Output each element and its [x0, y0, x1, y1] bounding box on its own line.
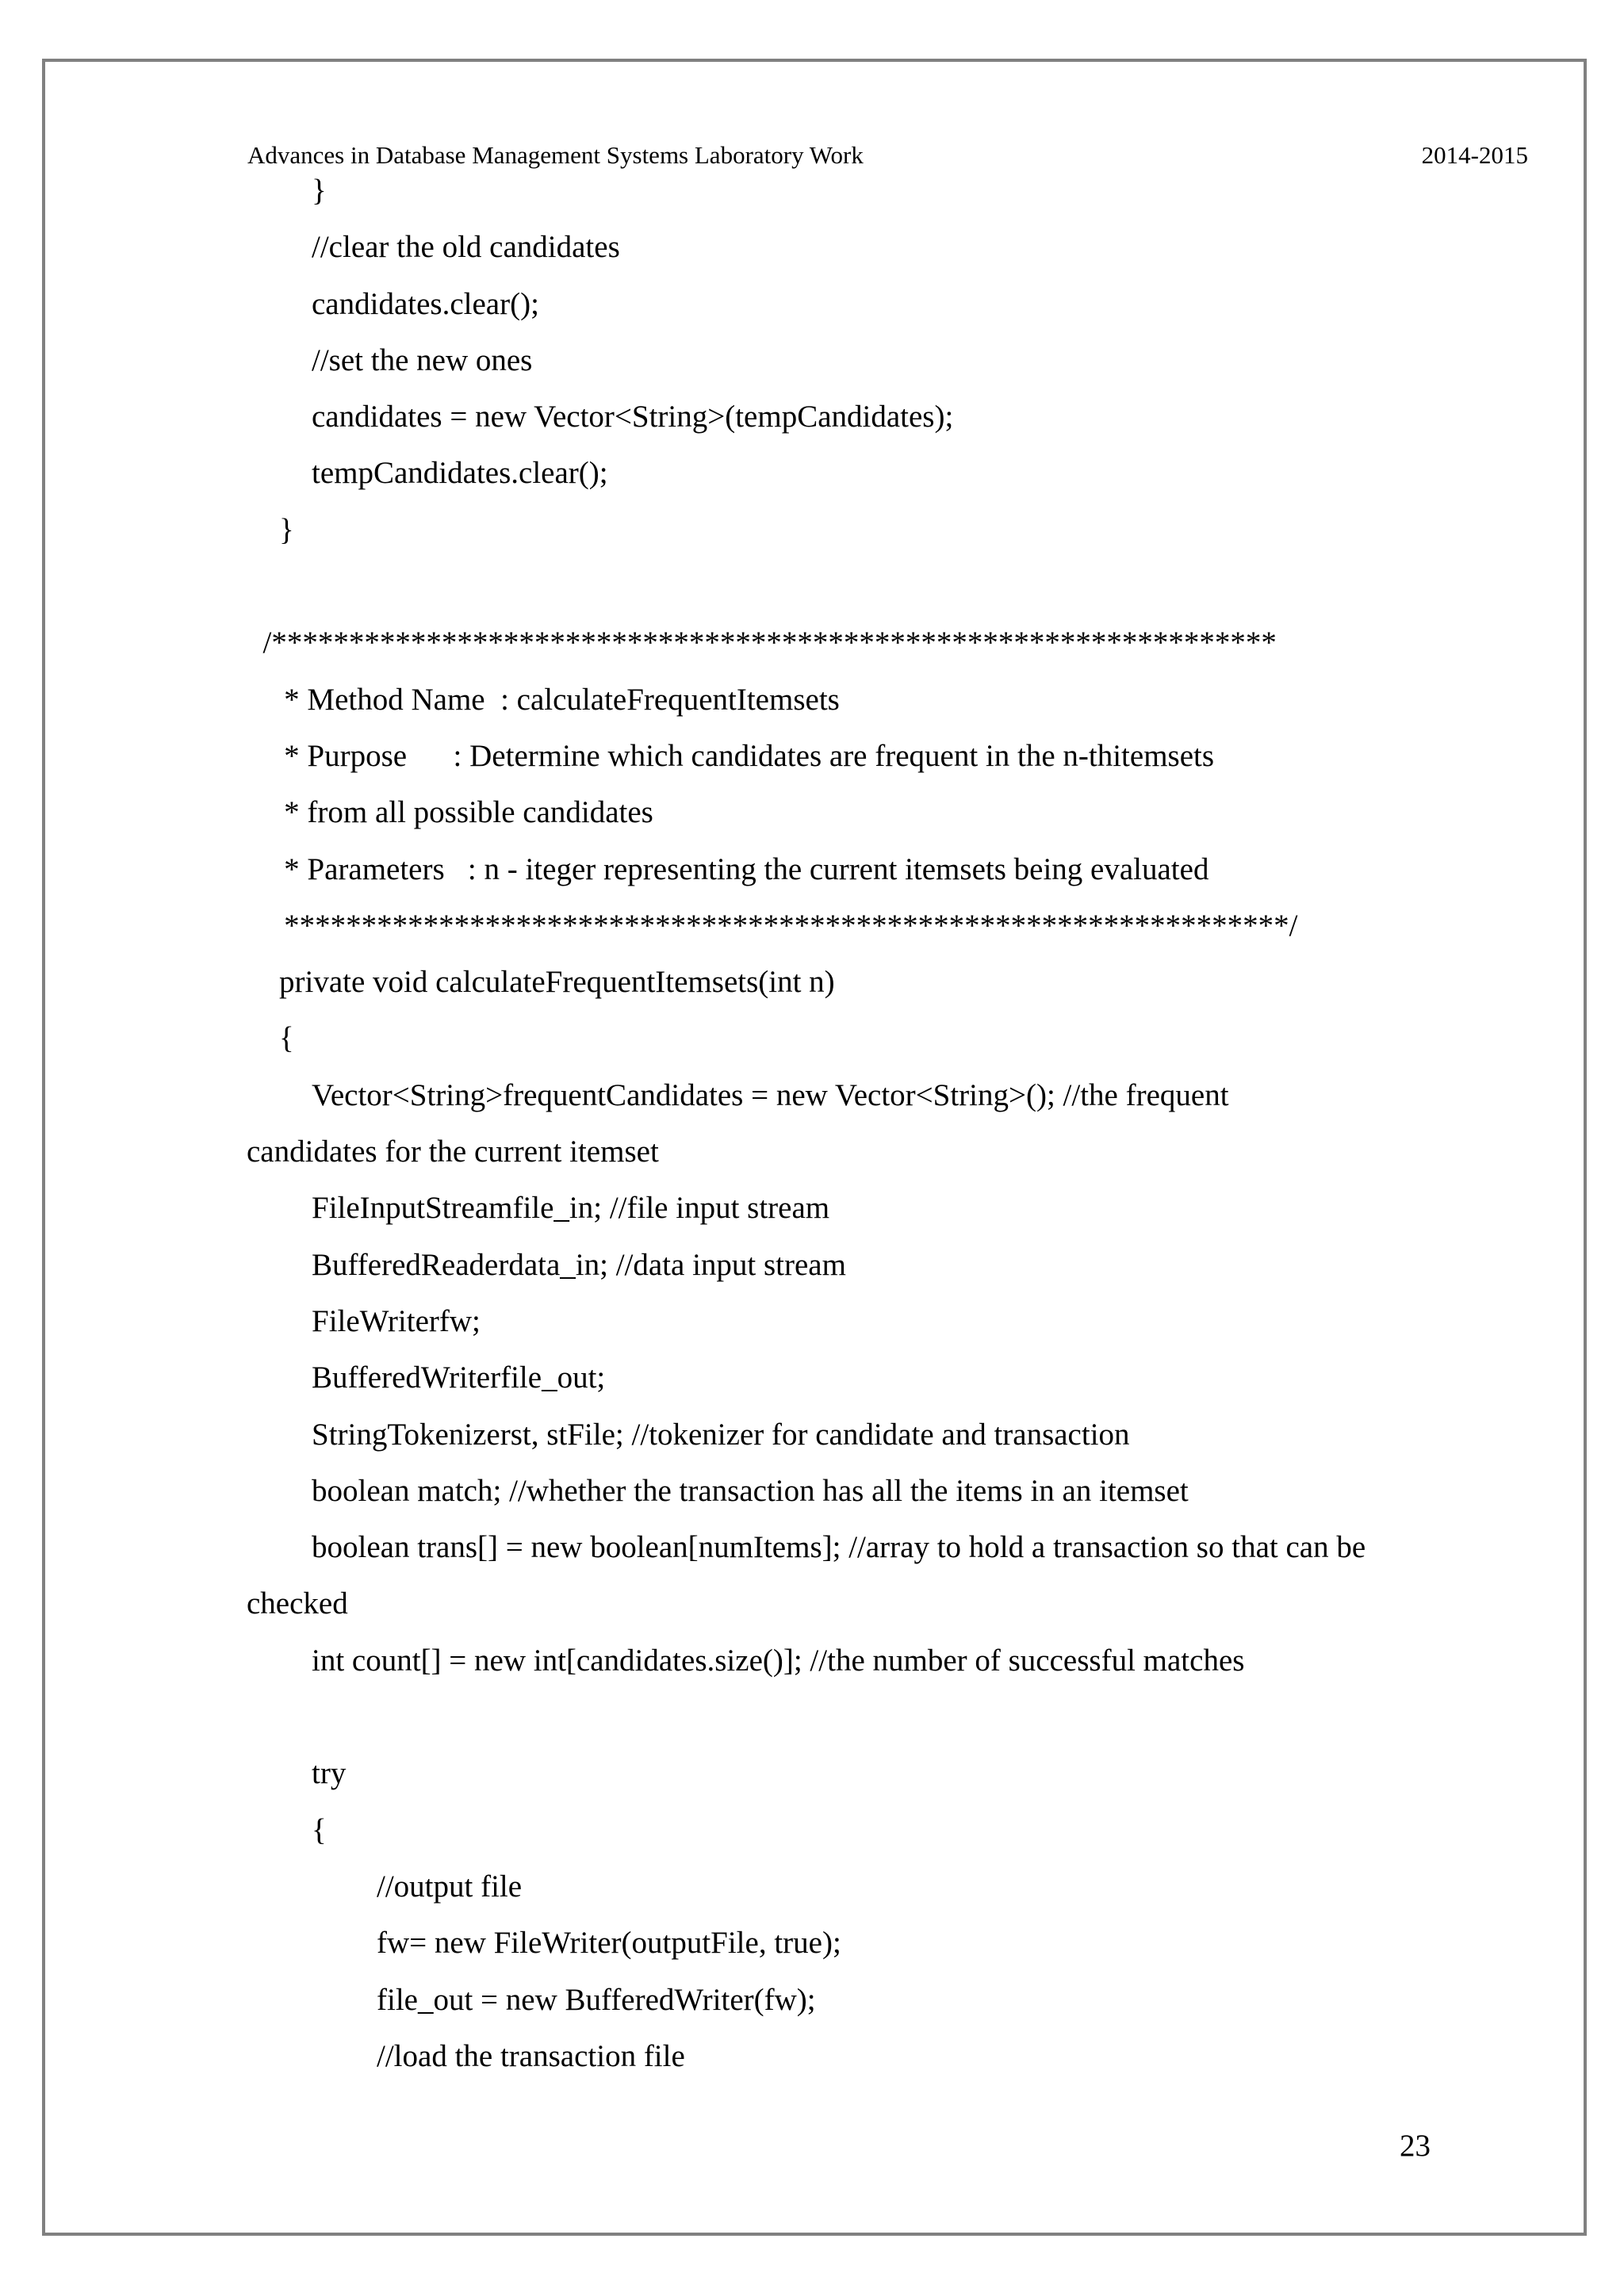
code-line-text: int count[] = new int[candidates.size()]; //the number of successful matches — [312, 1643, 1245, 1678]
code-line — [0, 445, 1624, 501]
code-line — [0, 841, 1624, 897]
code-line-text: private void calculateFrequentItemsets(int n) — [279, 965, 835, 1000]
code-line-text: BufferedReaderdata_in; //data input stream — [312, 1247, 846, 1282]
code-line-text: checked — [247, 1586, 348, 1621]
code-line-text: fw= new FileWriter(outputFile, true); — [377, 1926, 841, 1961]
code-line — [0, 1237, 1624, 1293]
code-line-text: StringTokenizerst, stFile; //tokenizer for candidate and transaction — [312, 1417, 1130, 1452]
code-line — [0, 1406, 1624, 1463]
code-line-text: //load the transaction file — [377, 2038, 685, 2073]
code-line-text: candidates for the current itemset — [247, 1135, 659, 1169]
code-line-text: } — [312, 174, 327, 208]
code-line-text: FileWriterfw; — [312, 1303, 481, 1338]
code-line — [0, 1802, 1624, 1858]
code-line-text: } — [279, 512, 294, 547]
code-line — [0, 1972, 1624, 2028]
code-line — [0, 2028, 1624, 2084]
page-number: 23 — [1400, 2129, 1431, 2163]
code-line — [0, 954, 1624, 1010]
code-line-text: /***************************************************************** — [262, 626, 1277, 660]
code-line — [0, 1123, 1624, 1180]
code-line — [0, 1519, 1624, 1575]
code-line — [0, 163, 1624, 219]
code-line — [0, 672, 1624, 728]
code-line — [0, 784, 1624, 840]
code-line-text: boolean trans[] = new boolean[numItems]; //array to hold a transaction so that can be — [312, 1530, 1366, 1565]
code-line-text: { — [279, 1021, 294, 1056]
code-line-text: //clear the old candidates — [312, 230, 620, 265]
code-line — [0, 1349, 1624, 1406]
code-line — [0, 1689, 1624, 1745]
code-line — [0, 219, 1624, 275]
code-line-text: tempCandidates.clear(); — [312, 456, 608, 491]
code-line-text: file_out = new BufferedWriter(fw); — [377, 1982, 816, 2017]
code-line-text: try — [312, 1756, 347, 1791]
code-listing — [0, 163, 1624, 2084]
code-line-text: * from all possible candidates — [284, 795, 653, 830]
code-line-text: * Parameters : n - iteger representing the current itemsets being evaluated — [284, 851, 1209, 886]
code-line-text: BufferedWriterfile_out; — [312, 1360, 606, 1395]
code-line — [0, 1293, 1624, 1349]
code-line-text: Vector<String>frequentCandidates = new Vector<String>(); //the frequent — [312, 1077, 1229, 1112]
code-line — [0, 332, 1624, 388]
code-line — [0, 1858, 1624, 1915]
code-line-text: boolean match; //whether the transaction has all the items in an itemset — [312, 1473, 1189, 1508]
code-line — [0, 1010, 1624, 1066]
code-line — [0, 502, 1624, 558]
code-line — [0, 388, 1624, 445]
code-line-text: * Purpose : Determine which candidates are frequent in the n-thitemsets — [284, 738, 1215, 773]
code-line — [0, 728, 1624, 784]
code-line-text: *****************************************************************/ — [284, 908, 1298, 943]
code-line — [0, 276, 1624, 332]
document-year: 2014-2015 — [1421, 141, 1528, 169]
code-line — [0, 1575, 1624, 1632]
code-line-text: //set the new ones — [312, 342, 533, 377]
code-line — [0, 558, 1624, 614]
code-line — [0, 1745, 1624, 1801]
document-title: Advances in Database Management Systems Laboratory Work — [247, 141, 864, 169]
code-line-text: candidates.clear(); — [312, 286, 539, 321]
code-line — [0, 1067, 1624, 1123]
code-line — [0, 897, 1624, 954]
code-line-text: FileInputStreamfile_in; //file input stream — [312, 1191, 830, 1226]
code-line-text: //output file — [377, 1869, 523, 1904]
code-line — [0, 1915, 1624, 1971]
code-line — [0, 614, 1624, 671]
code-line-text: * Method Name : calculateFrequentItemsets — [284, 682, 840, 717]
code-line-text: { — [312, 1812, 327, 1847]
code-line — [0, 1180, 1624, 1236]
code-line-text: candidates = new Vector<String>(tempCandidates); — [312, 400, 954, 434]
code-line — [0, 1463, 1624, 1519]
code-line — [0, 1632, 1624, 1689]
